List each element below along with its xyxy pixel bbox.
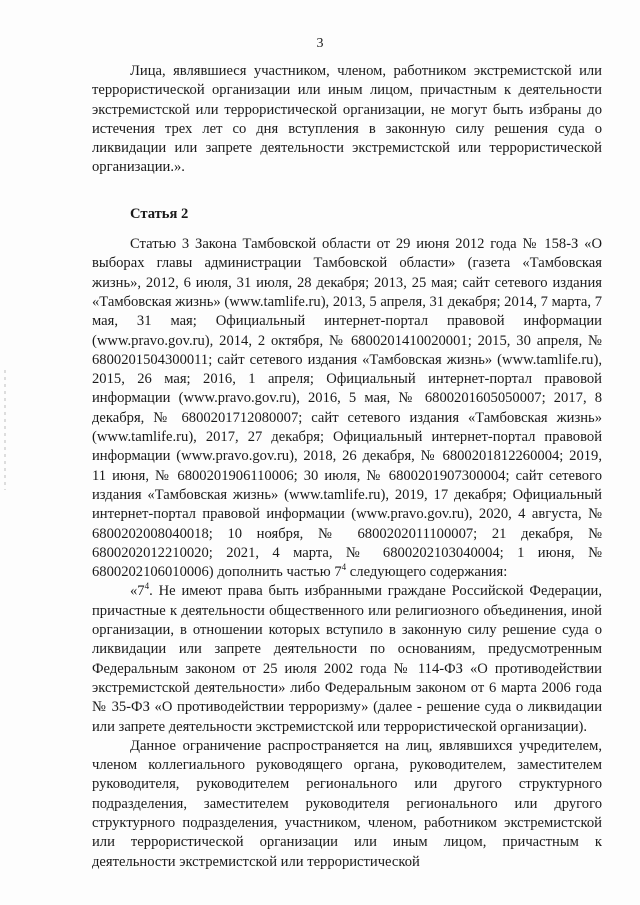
paragraph-limitation: Данное ограничение распространяется на лиц, являвшихся учредителем, членом коллегиального руководящего органа, руководителем, заместителем руководителя, руководителем регионального или другого структурного подразделения, заместителем руководителя регионального или другого структурного подразделения, участником, членом, работником экстремистской или террористической организации или иным лицом, причастным к деятельности экстремистской или террористической <box>92 737 602 870</box>
page-number: 3 <box>316 36 324 51</box>
quoted-part-superscript: 4 <box>144 581 150 592</box>
quoted-part-text: . Не имеют права быть избранными граждане Российской Федерации, причастные к деятельности общественного или религиозного объединения, иной организации, в отношении которых вступило в законную силу решение суда о ликвидации или запрете деятельности по основаниям, предусмотренным Федеральным законом от 25 июля 2002 года № 114-ФЗ «О противодействии экстремистской деятельности» либо Федеральным законом от 6 марта 2006 года № 35-ФЗ «О противодействии терроризму» (далее - решение суда о ликвидации или запрете деятельности экстремистской или террористической организации). <box>92 583 602 735</box>
paragraph-article-amendment <box>92 235 602 582</box>
scan-margin-mark <box>4 370 6 490</box>
document-body <box>92 62 602 872</box>
superscript-index: 4 <box>341 562 347 573</box>
paragraph-quoted-part <box>92 582 602 736</box>
paragraph-article-tail-text: следующего содержания: <box>346 564 508 581</box>
quoted-part-number: «7 <box>130 583 145 600</box>
paragraph-article-main-text: Статью 3 Закона Тамбовской области от 29 июня 2012 года № 158-З «О выборах главы администрации Тамбовской области» (газета «Тамбовская жизнь», 2012, 6 июля, 31 июля, 28 декабря; 2013, 25 мая; сайт сетевого издания «Тамбовская жизнь» (www.tamlife.ru), 2013, 5 апреля, 31 декабря; 2014, 7 марта, 7 мая, 31 мая; Официальный интернет-портал правовой информации (www.pravo.gov.ru), 2014, 2 октября, № 6800201410020001; 2015, 30 апреля, № 6800201504300011; сайт сетевого издания «Тамбовская жизнь» (www.tamlife.ru), 2015, 26 мая; 2016, 1 апреля; Официальный интернет-портал правовой информации (www.pravo.gov.ru), 2016, 5 мая, № 6800201605050007; 2017, 8 декабря, № 6800201712080007; сайт сетевого издания «Тамбовская жизнь» (www.tamlife.ru), 2017, 27 декабря; Официальный интернет-портал правовой информации (www.pravo.gov.ru), 2018, 26 декабря, № 6800201812260004; 2019, 11 июня, № 6800201906110006; 30 июля, № 6800201907300004; сайт сетевого издания «Тамбовская жизнь» (www.tamlife.ru), 2019, 17 декабря; Официальный интернет-портал правовой информации (www.pravo.gov.ru), 2020, 4 августа, № 6800202008040018; 10 ноября, № 6800202011100007; 21 декабря, № 6800202012210020; 2021, 4 марта, № 6800202103040004; 1 июня, № 6800202106010006) дополнить частью 7 <box>92 236 602 581</box>
paragraph-intro: Лица, являвшиеся участником, членом, работником экстремистской или террористической организации или иным лицом, причастным к деятельности экстремистской или террористической организации, не могут быть избраны до истечения трех лет со дня вступления в законную силу решения суда о ликвидации или запрете деятельности экстремистской или террористической организации.». <box>92 63 602 176</box>
article-heading: Статья 2 <box>130 205 189 222</box>
